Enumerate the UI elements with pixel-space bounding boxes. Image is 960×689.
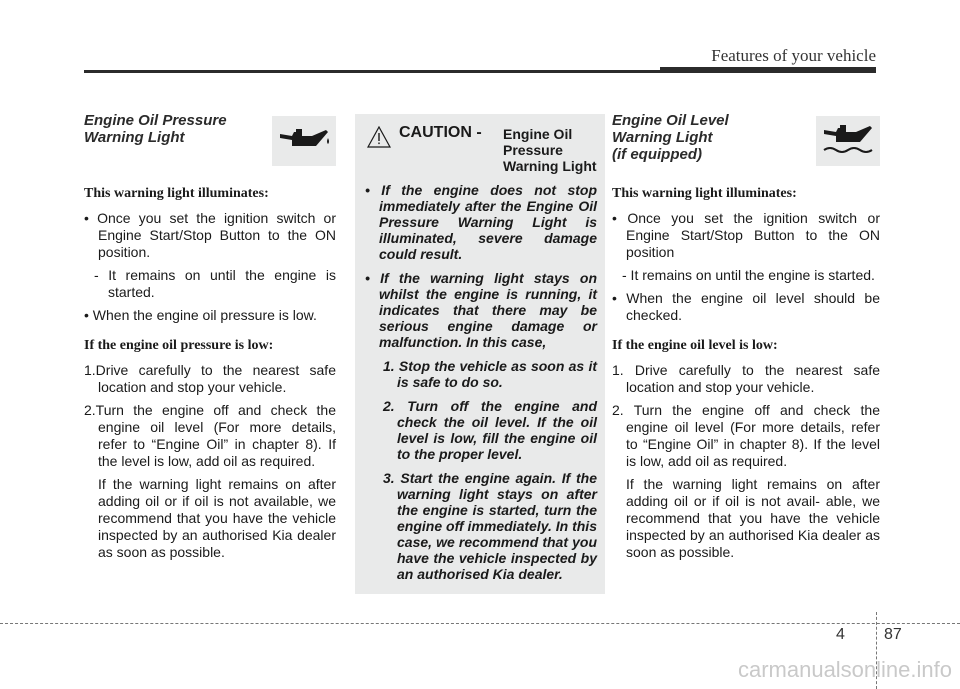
left-section-title: Engine Oil Pressure Warning Light — [84, 112, 227, 146]
left-low-heading: If the engine oil pressure is low: — [84, 338, 274, 353]
right-intro: This warning light illuminates: — [612, 186, 797, 201]
caution-bullet-2: • If the warning light stays on whilst the engine is running, it indicates that there may be serious engine damage or malfunction. In this case, — [365, 270, 597, 350]
caution-header — [365, 124, 597, 182]
right-section-title: Engine Oil Level Warning Light (if equipped) — [612, 112, 729, 163]
left-step-2: 2.Turn the engine off and check the engine oil level (For more details, refer to “Engine Oil” in chapter 8). If the level is low, add oil as required. — [84, 402, 336, 469]
right-step-2: 2. Turn the engine off and check the engine oil level (For more details, refer to “Engine Oil” in chapter 8). If the level is low, add oil as required. — [612, 402, 880, 469]
right-step-2-note: If the warning light remains on after adding oil or if oil is not avail- able, we recommend that you have the vehicle inspected by an authorised Kia dealer as soon as possible. — [626, 476, 880, 560]
right-column — [612, 108, 880, 567]
left-sub-1: - It remains on until the engine is started. — [94, 267, 336, 300]
right-bullet-2: • When the engine oil level should be checked. — [612, 290, 880, 323]
caution-bullet-1: • If the engine does not stop immediately after the Engine Oil Pressure Warning Light is illuminated, severe damage could result. — [365, 182, 597, 262]
header-title: Features of your vehicle — [711, 46, 876, 65]
chapter-number: 4 — [836, 626, 845, 643]
oil-level-icon — [816, 116, 880, 166]
caution-label: CAUTION - — [399, 124, 482, 141]
header-rule-accent — [660, 67, 876, 73]
caution-step-3: 3. Start the engine again. If the warning light stays on after the engine is started, turn the engine off immediately. In this case, we recommend that you have the vehicle inspected by an authorised Kia dealer. — [383, 470, 597, 582]
right-sub-1: - It remains on until the engine is started. — [622, 267, 875, 283]
left-step-1: 1.Drive carefully to the nearest safe location and stop your vehicle. — [84, 362, 336, 395]
left-intro: This warning light illuminates: — [84, 186, 269, 201]
left-bullet-1: • Once you set the ignition switch or Engine Start/Stop Button to the ON position. — [84, 210, 336, 260]
watermark: carmanualsonline.info — [737, 657, 952, 682]
right-low-heading: If the engine oil level is low: — [612, 338, 778, 353]
caution-step-1: 1. Stop the vehicle as soon as it is safe to do so. — [383, 358, 597, 390]
right-bullet-1: • Once you set the ignition switch or Engine Start/Stop Button to the ON position — [612, 210, 880, 260]
page-number: 87 — [884, 626, 902, 643]
oil-can-icon — [272, 116, 336, 166]
right-title-row — [612, 112, 880, 172]
caution-step-2: 2. Turn off the engine and check the oil level. If the oil level is low, fill the engine oil to the proper level. — [383, 398, 597, 462]
left-title-row — [84, 112, 336, 172]
left-column — [84, 108, 336, 567]
caution-subtitle: Engine Oil Pressure Warning Light — [503, 126, 597, 174]
left-step-2-note: If the warning light remains on after adding oil or if oil is not available, we recommend that you have the vehicle inspected by an authorised Kia dealer as soon as possible. — [98, 476, 336, 560]
warning-triangle-icon — [367, 126, 391, 153]
caution-box — [355, 114, 605, 594]
footer-rule — [0, 623, 960, 624]
right-step-1: 1. Drive carefully to the nearest safe location and stop your vehicle. — [612, 362, 880, 395]
left-bullet-2: • When the engine oil pressure is low. — [84, 307, 317, 323]
